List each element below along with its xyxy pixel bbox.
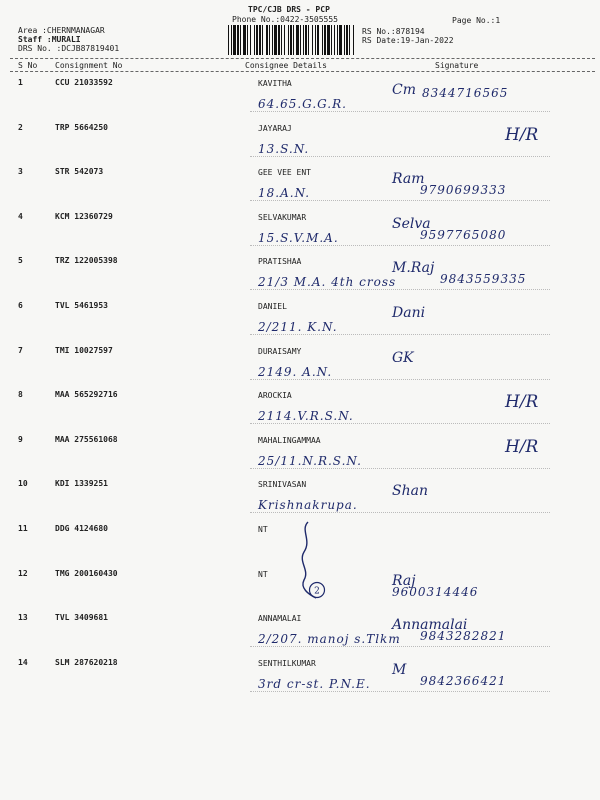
barcode-bar bbox=[274, 25, 277, 55]
row-address-handwritten: 2114.V.R.S.N. bbox=[258, 409, 354, 424]
row-signature: H/R bbox=[505, 392, 539, 413]
row-signature: M.Raj bbox=[392, 260, 435, 277]
row-signature: Selva bbox=[392, 215, 431, 232]
staff-label: Staff :MURALI bbox=[18, 35, 81, 44]
row-sno: 7 bbox=[18, 345, 23, 355]
barcode-bar bbox=[240, 25, 241, 55]
barcode-bar bbox=[324, 25, 326, 55]
area-label: Area :CHERNMANAGAR bbox=[18, 26, 105, 35]
barcode-bar bbox=[247, 25, 248, 55]
header-top-rule bbox=[10, 58, 595, 59]
row-sno: 12 bbox=[18, 568, 28, 578]
row-sno: 14 bbox=[18, 657, 28, 667]
barcode-bar bbox=[327, 25, 330, 55]
row-separator bbox=[250, 691, 550, 692]
row-separator bbox=[250, 468, 550, 469]
row-consignment-no: MAA 275561068 bbox=[55, 434, 118, 444]
row-consignment-no: CCU 21033592 bbox=[55, 78, 113, 87]
row-consignee-name: JAYARAJ bbox=[258, 123, 292, 133]
svg-text:2: 2 bbox=[314, 586, 320, 597]
row-consignment-no: DDG 4124680 bbox=[55, 524, 108, 533]
barcode-bar bbox=[346, 25, 348, 55]
barcode-bar bbox=[266, 25, 268, 55]
barcode-bar bbox=[233, 25, 236, 55]
row-address-handwritten: 3rd cr-st. P.N.E. bbox=[258, 676, 371, 691]
row-consignee-name: DANIEL bbox=[258, 302, 287, 311]
barcode-bar bbox=[278, 25, 280, 55]
row-address-handwritten: 18.A.N. bbox=[258, 186, 311, 201]
row-consignment-no: MAA 565292716 bbox=[55, 390, 118, 400]
barcode-bar bbox=[315, 25, 316, 55]
row-consignment-no: SLM 287620218 bbox=[55, 657, 118, 667]
row-phone-handwritten: 9843559335 bbox=[440, 272, 527, 287]
row-signature: Shan bbox=[392, 483, 428, 500]
row-address-handwritten: 21/3 M.A. 4th cross bbox=[258, 275, 397, 290]
barcode-bar bbox=[231, 25, 232, 55]
row-signature: Cm bbox=[392, 82, 416, 98]
page-number: Page No.:1 bbox=[452, 16, 501, 25]
barcode-bar bbox=[300, 25, 301, 55]
barcode-bar bbox=[339, 25, 342, 55]
row-address-handwritten: Krishnakrupa. bbox=[258, 498, 358, 513]
barcode-bar bbox=[344, 25, 345, 55]
barcode-bar bbox=[250, 25, 251, 55]
row-consignee-name: PRATISHAA bbox=[258, 257, 302, 267]
row-separator bbox=[250, 423, 550, 424]
barcode-bar bbox=[337, 25, 338, 55]
barcode-bar bbox=[228, 25, 229, 55]
row-consignment-no: KDI 1339251 bbox=[55, 479, 108, 489]
barcode-bar bbox=[269, 25, 270, 55]
barcode-bar bbox=[259, 25, 261, 55]
barcode-bar bbox=[303, 25, 304, 55]
barcode-bar bbox=[305, 25, 307, 55]
barcode-bar bbox=[312, 25, 313, 55]
barcode-bar bbox=[331, 25, 332, 55]
row-separator bbox=[250, 289, 550, 290]
row-separator bbox=[250, 200, 550, 201]
barcode-bar bbox=[254, 25, 255, 55]
row-address-handwritten: 13.S.N. bbox=[258, 141, 310, 156]
phone-number: Phone No.:0422-3505555 bbox=[232, 15, 338, 24]
barcode-bar bbox=[281, 25, 282, 55]
barcode-bar bbox=[293, 25, 294, 55]
row-consignment-no: TMG 200160430 bbox=[55, 568, 118, 578]
row-sno: 4 bbox=[18, 211, 23, 221]
row-address-handwritten: 2/211. K.N. bbox=[258, 320, 338, 334]
header-bottom-rule bbox=[10, 71, 595, 72]
barcode-bar bbox=[308, 25, 309, 55]
row-signature: Raj bbox=[392, 572, 416, 589]
row-separator bbox=[250, 334, 550, 335]
row-signature: Ram bbox=[392, 171, 425, 188]
row-consignee-name: AROCKIA bbox=[258, 391, 292, 401]
row-sno: 3 bbox=[18, 167, 23, 177]
row-consignee-name: DURAISAMY bbox=[258, 346, 302, 356]
row-signature: H/R bbox=[505, 124, 539, 145]
row-separator bbox=[250, 646, 550, 647]
row-sno: 5 bbox=[18, 256, 23, 266]
row-sno: 11 bbox=[18, 524, 28, 533]
row-consignee-name: ANNAMALAI bbox=[258, 614, 302, 624]
row-consignee-name: SENTHILKUMAR bbox=[258, 658, 316, 668]
row-address-handwritten: 64.65.G.G.R. bbox=[258, 97, 347, 111]
drs-number: DRS No. :DCJB87819401 bbox=[18, 44, 120, 53]
row-address-handwritten: 25/11.N.R.S.N. bbox=[258, 453, 362, 468]
row-phone-handwritten: 9600314446 bbox=[392, 584, 479, 599]
row-signature: H/R bbox=[505, 436, 539, 457]
row-signature: Annamalai bbox=[392, 617, 468, 634]
barcode-bar bbox=[317, 25, 319, 55]
barcode-bar bbox=[288, 25, 289, 55]
row-consignee-name: KAVITHA bbox=[258, 79, 292, 88]
rs-date: RS Date:19-Jan-2022 bbox=[362, 36, 454, 45]
row-consignee-name: NT bbox=[258, 569, 268, 579]
barcode-bar bbox=[272, 25, 273, 55]
row-signature: GK bbox=[392, 349, 414, 366]
row-consignment-no: TVL 5461953 bbox=[55, 301, 108, 310]
col-signature: Signature bbox=[435, 61, 479, 70]
row-consignment-no: TRP 5664250 bbox=[55, 122, 108, 132]
barcode-bar bbox=[262, 25, 263, 55]
row-consignee-name: SRINIVASAN bbox=[258, 480, 307, 490]
row-signature: Dani bbox=[392, 305, 426, 321]
row-sno: 2 bbox=[18, 122, 23, 132]
barcode-bar bbox=[322, 25, 323, 55]
row-address-handwritten: 2149. A.N. bbox=[258, 364, 333, 379]
row-sno: 9 bbox=[18, 434, 23, 444]
rs-number: RS No.:878194 bbox=[362, 27, 425, 36]
row-address-handwritten: 2/207. manoj s.Tlkm bbox=[258, 632, 401, 647]
row-consignment-no: KCM 12360729 bbox=[55, 211, 113, 221]
row-separator bbox=[250, 156, 550, 157]
barcode-bar bbox=[243, 25, 246, 55]
barcode-bar bbox=[334, 25, 335, 55]
barcode-bar bbox=[353, 25, 354, 55]
row-sno: 10 bbox=[18, 479, 28, 489]
barcode-bar bbox=[284, 25, 285, 55]
row-separator bbox=[250, 245, 550, 246]
row-phone-handwritten: 9790699333 bbox=[420, 183, 507, 198]
row-phone-handwritten: 8344716565 bbox=[422, 86, 509, 100]
col-sno: S No bbox=[18, 61, 38, 70]
row-sno: 8 bbox=[18, 390, 23, 400]
row-phone-handwritten: 9842366421 bbox=[420, 673, 507, 688]
barcode-bar bbox=[237, 25, 239, 55]
barcode-bar bbox=[296, 25, 299, 55]
row-separator bbox=[250, 111, 550, 112]
barcode-bar bbox=[349, 25, 350, 55]
barcode bbox=[228, 25, 356, 55]
col-consignee: Consignee Details bbox=[245, 61, 327, 70]
row-consignment-no: TMI 10027597 bbox=[55, 345, 113, 355]
row-consignment-no: TVL 3409681 bbox=[55, 613, 108, 623]
row-consignment-no: TRZ 122005398 bbox=[55, 256, 118, 266]
row-sno: 13 bbox=[18, 613, 28, 623]
row-consignee-name: GEE VEE ENT bbox=[258, 168, 311, 178]
col-consignment: Consignment No bbox=[55, 61, 123, 70]
row-phone-handwritten: 9597765080 bbox=[420, 227, 507, 242]
barcode-bar bbox=[290, 25, 292, 55]
row-separator bbox=[250, 379, 550, 380]
row-consignee-name: SELVAKUMAR bbox=[258, 212, 307, 222]
row-separator bbox=[250, 512, 550, 513]
row-address-handwritten: 15.S.V.M.A. bbox=[258, 230, 339, 245]
row-signature: M bbox=[392, 661, 407, 678]
barcode-bar bbox=[256, 25, 258, 55]
row-consignment-no: STR 542073 bbox=[55, 167, 104, 177]
row-consignee-name: MAHALINGAMMAA bbox=[258, 435, 321, 445]
circled-number bbox=[308, 581, 326, 599]
row-sno: 6 bbox=[18, 301, 23, 310]
row-sno: 1 bbox=[18, 78, 23, 87]
document-title: TPC/CJB DRS - PCP bbox=[248, 5, 330, 14]
row-phone-handwritten: 9843282821 bbox=[420, 629, 507, 644]
row-consignee-name: NT bbox=[258, 525, 268, 534]
